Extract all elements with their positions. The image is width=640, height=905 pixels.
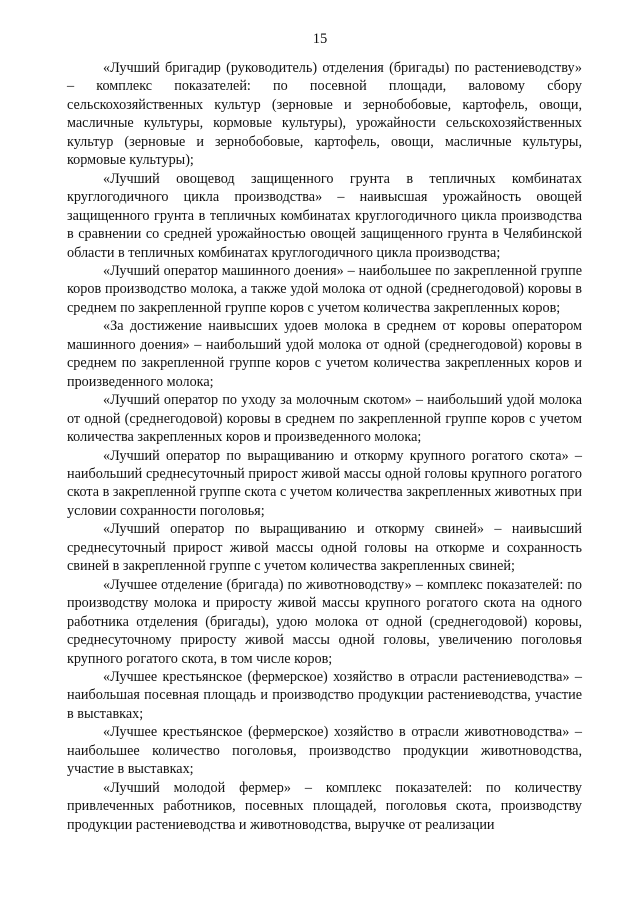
paragraph-best-machine-milking-operator: «Лучший оператор машинного доения» – наибольшее по закрепленной группе коров производство молока, а также удой молока от одной (среднегодовой) коровы в среднем по закрепленной группе коров с учетом количества закрепленных коров; bbox=[67, 262, 582, 316]
paragraph-best-young-farmer: «Лучший молодой фермер» – комплекс показателей: по количеству привлеченных работников, посевных площадей, поголовья скота, производству продукции растениеводства и животноводства, выручке от реализации bbox=[67, 779, 582, 833]
paragraph-best-livestock-department: «Лучшее отделение (бригада) по животноводству» – комплекс показателей: по производству молока и приросту живой массы крупного рогатого скота на одного работника отделения (бригады), удою молока от одной (среднегодовой) коровы, среднесуточному приросту живой массы одной головы, увеличению поголовья крупного рогатого скота, в том числе коров; bbox=[67, 576, 582, 667]
paragraph-best-brigadier-crop: «Лучший бригадир (руководитель) отделения (бригады) по растениеводству» – комплекс показателей: по посевной площади, валовому сбору сельскохозяйственных культур (зерновые и зернобобовые, картофель, овощи, масличные культуры, кормовые культуры), урожайности сельскохозяйственных культур (зерновые и зернобобовые, картофель, овощи, масличные культуры, кормовые культуры); bbox=[67, 60, 582, 169]
document-body bbox=[67, 59, 582, 834]
paragraph-best-dairy-care-operator: «Лучший оператор по уходу за молочным скотом» – наибольший удой молока от одной (среднегодовой) коровы в среднем по закрепленной группе коров с учетом количества закрепленных коров и произведенного молока; bbox=[67, 392, 582, 446]
paragraph-best-cattle-fattening-operator: «Лучший оператор по выращиванию и откорму крупного рогатого скота» – наибольший среднесуточный прирост живой массы одной головы крупного рогатого скота в закрепленной группе скота с учетом количества закрепленных животных при условии сохранности поголовья; bbox=[67, 447, 582, 519]
paragraph-best-greenhouse-vegetable-grower: «Лучший овощевод защищенного грунта в тепличных комбинатах круглогодичного цикла производства» – наивысшая урожайность овощей защищенного грунта в тепличных комбинатах круглогодичного цикла производства в сравнении со средней урожайностью овощей защищенного грунта в Челябинской области в тепличных комбинатах круглогодичного цикла производства; bbox=[67, 170, 582, 261]
paragraph-highest-milk-yield-award: «За достижение наивысших удоев молока в среднем от коровы оператором машинного доения» – наибольший удой молока от одной (среднегодовой) коровы в среднем по закрепленной группе коров с учетом количества закрепленных коров и произведенного молока; bbox=[67, 318, 582, 390]
page-number: 15 bbox=[312, 31, 328, 47]
paragraph-best-crop-farm: «Лучшее крестьянское (фермерское) хозяйство в отрасли растениеводства» – наибольшая посевная площадь и производство продукции растениеводства, участие в выставках; bbox=[67, 668, 582, 722]
paragraph-best-pig-fattening-operator: «Лучший оператор по выращиванию и откорму свиней» – наивысший среднесуточный прирост живой массы одной головы на откорме и сохранность свиней в закрепленной группе с учетом количества закрепленных свиней; bbox=[67, 521, 582, 575]
paragraph-best-livestock-farm: «Лучшее крестьянское (фермерское) хозяйство в отрасли животноводства» – наибольшее количество поголовья, производство продукции животноводства, участие в выставках; bbox=[67, 724, 582, 778]
